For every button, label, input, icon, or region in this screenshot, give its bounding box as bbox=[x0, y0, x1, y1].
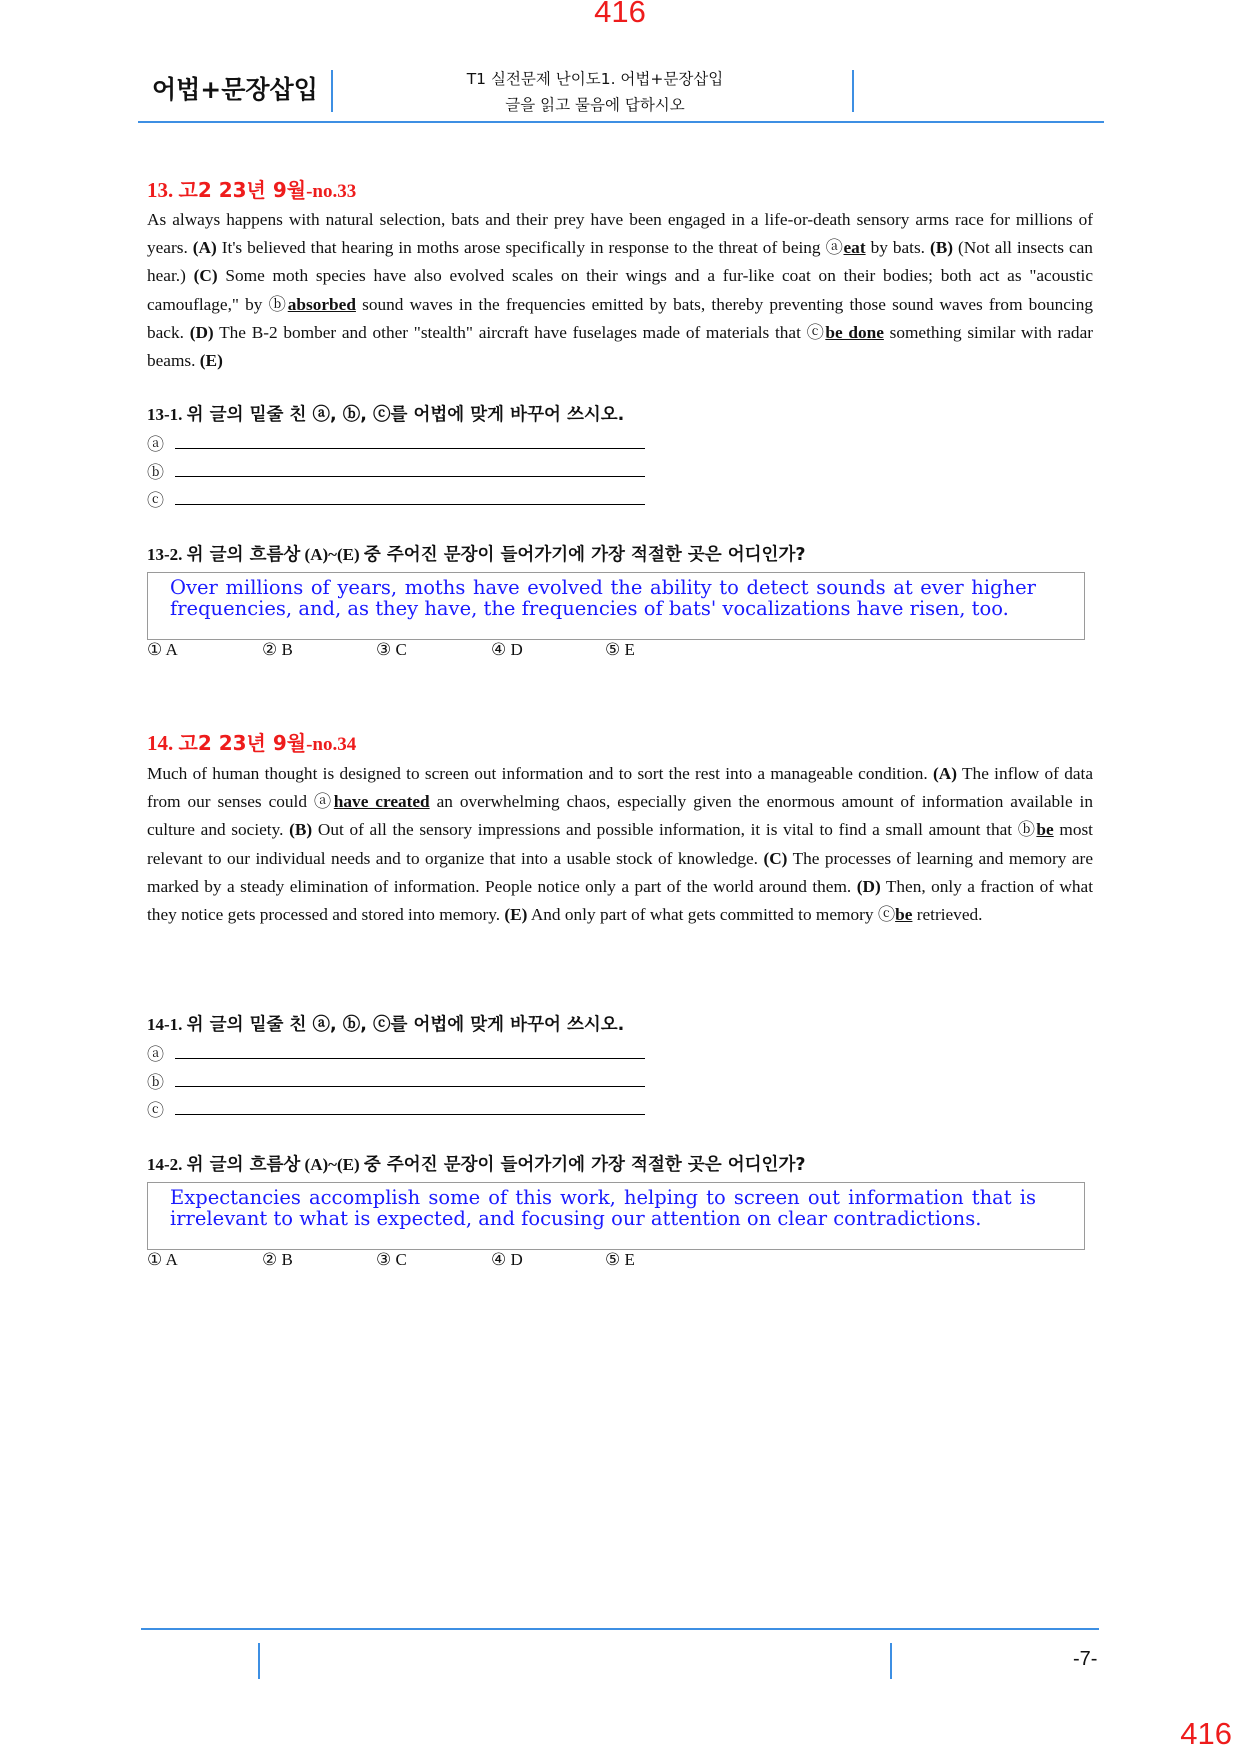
choice-13-3[interactable]: ③ C bbox=[376, 640, 407, 659]
question-13-2-prompt: 13-2. 위 글의 흐름상 (A)~(E) 중 주어진 문장이 들어가기에 가장 적절한 곳은 어디인가? bbox=[147, 545, 806, 565]
underline-c: be done bbox=[825, 322, 884, 342]
question-14-title bbox=[147, 727, 356, 756]
answer-line-14-b[interactable]: ⓑ bbox=[147, 1068, 175, 1096]
header-title: 어법+문장삽입 bbox=[152, 75, 318, 104]
choice-14-3[interactable]: ③ C bbox=[376, 1250, 407, 1269]
page-stamp-top: 416 bbox=[594, 0, 646, 29]
choice-14-2[interactable]: ② B bbox=[262, 1250, 293, 1269]
question-14-source: 고2 23년 9월 bbox=[178, 731, 307, 755]
question-13-title bbox=[147, 174, 356, 203]
answer-line-14-a[interactable]: ⓐ bbox=[147, 1040, 175, 1068]
question-14-number: 14. bbox=[147, 731, 174, 755]
choice-13-2[interactable]: ② B bbox=[262, 640, 293, 659]
underline-c: be bbox=[895, 905, 913, 925]
question-13-code: -no.33 bbox=[306, 181, 357, 202]
answer-line-13-b[interactable]: ⓑ bbox=[147, 458, 175, 486]
header-subtitle bbox=[335, 66, 855, 118]
choice-14-1[interactable]: ① A bbox=[147, 1250, 178, 1269]
underline-b: absorbed bbox=[287, 294, 356, 314]
question-13-passage: As always happens with natural selection, bats and their prey have been engaged in a life-or-death sensory arms race for millions of years. (A) It's believed that hearing in moths arose specifically in response to the threat of being ⓐeat by bats. (B) (Not all insects can hear.) (C) Some moth species have also evolved scales on their wings and a fur-like coat on their bodies; both act as "acoustic camouflage," by ⓑabsorbed sound waves in the frequencies emitted by bats, thereby preventing those sound waves from bouncing back. (D) The B-2 bomber and other "stealth" aircraft have fuselages made of materials that ⓒbe done something similar with radar beams. (E) bbox=[147, 210, 1093, 371]
choice-13-4[interactable]: ④ D bbox=[491, 640, 523, 659]
choice-13-1[interactable]: ① A bbox=[147, 640, 178, 659]
header-divider-right bbox=[852, 70, 854, 112]
underline-b: be bbox=[1036, 820, 1054, 840]
choice-13-5[interactable]: ⑤ E bbox=[605, 640, 635, 659]
header-rule bbox=[138, 121, 1104, 123]
header-divider-left bbox=[331, 70, 333, 112]
question-13-source: 고2 23년 9월 bbox=[178, 178, 307, 202]
given-sentence-13: Over millions of years, moths have evolved the ability to detect sounds at ever higher frequencies, and, as they have, the frequencies of bats' vocalizations have risen, too. bbox=[170, 576, 1036, 620]
answer-line-14-c[interactable]: ⓒ bbox=[147, 1096, 175, 1124]
page-stamp-bottom: 416 bbox=[1180, 1716, 1232, 1751]
footer-rule bbox=[141, 1628, 1099, 1630]
given-sentence-box-14 bbox=[147, 1182, 1085, 1250]
footer-divider-left bbox=[258, 1643, 260, 1679]
underline-a: have created bbox=[333, 792, 430, 812]
question-13-1-prompt: 13-1. 위 글의 밑줄 친 ⓐ, ⓑ, ⓒ를 어법에 맞게 바꾸어 쓰시오. bbox=[147, 405, 625, 425]
question-14-1-prompt: 14-1. 위 글의 밑줄 친 ⓐ, ⓑ, ⓒ를 어법에 맞게 바꾸어 쓰시오. bbox=[147, 1015, 625, 1035]
question-14-2-prompt: 14-2. 위 글의 흐름상 (A)~(E) 중 주어진 문장이 들어가기에 가장 적절한 곳은 어디인가? bbox=[147, 1155, 806, 1175]
footer-page-number: -7- bbox=[1073, 1648, 1098, 1670]
question-14-code: -no.34 bbox=[306, 734, 357, 755]
answer-line-13-c[interactable]: ⓒ bbox=[147, 486, 175, 514]
header-line-2: 글을 읽고 물음에 답하시오 bbox=[505, 96, 685, 114]
given-sentence-14: Expectancies accomplish some of this work, helping to screen out information that is irrelevant to what is expected, and focusing our attention on clear contradictions. bbox=[170, 1186, 1036, 1230]
footer-divider-right bbox=[890, 1643, 892, 1679]
header-line-1: T1 실전문제 난이도1. 어법+문장삽입 bbox=[466, 70, 724, 88]
answer-line-13-a[interactable]: ⓐ bbox=[147, 430, 175, 458]
choice-14-4[interactable]: ④ D bbox=[491, 1250, 523, 1269]
question-13-number: 13. bbox=[147, 178, 174, 202]
choice-14-5[interactable]: ⑤ E bbox=[605, 1250, 635, 1269]
underline-a: eat bbox=[843, 238, 866, 258]
question-14-passage: Much of human thought is designed to screen out information and to sort the rest into a manageable condition. (A) The inflow of data from our senses could ⓐhave created an overwhelming chaos, especially given the enormous amount of information available in culture and society. (B) Out of all the sensory impressions and possible information, it is vital to find a small amount that ⓑbe most relevant to our individual needs and to organize that into a usable stock of knowledge. (C) The processes of learning and memory are marked by a steady elimination of information. People notice only a part of the world around them. (D) Then, only a fraction of what they notice gets processed and stored into memory. (E) And only part of what gets committed to memory ⓒbe retrieved. bbox=[147, 764, 1094, 925]
given-sentence-box-13 bbox=[147, 572, 1085, 640]
